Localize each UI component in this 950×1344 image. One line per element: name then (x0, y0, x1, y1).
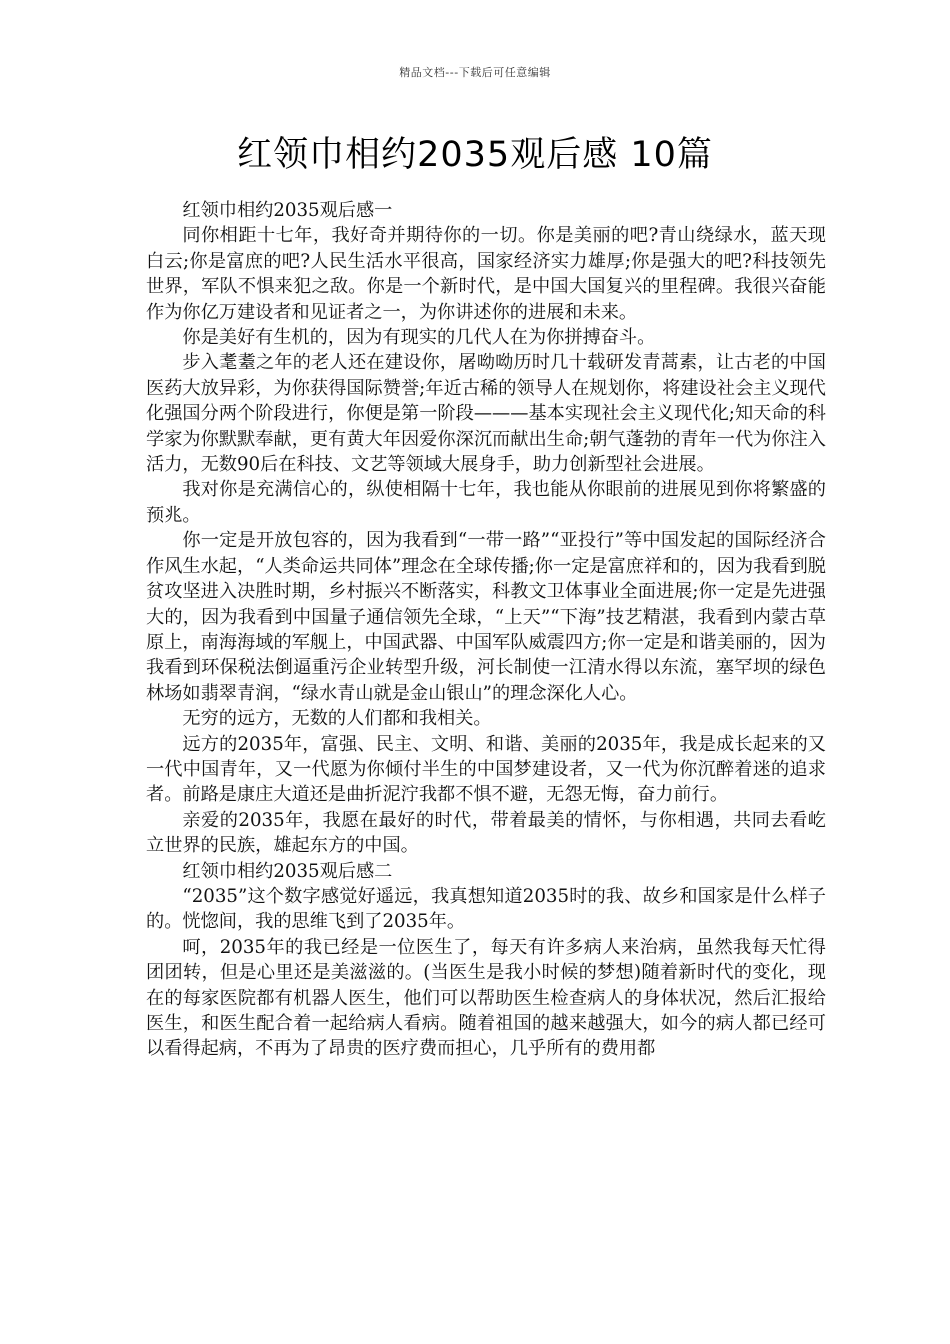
paragraph: 亲爱的2035年，我愿在最好的时代，带着最美的情怀，与你相遇，共同去看屹立世界的民族，雄起东方的中国。 (146, 809, 826, 857)
paragraph: 你是美好有生机的，因为有现实的几代人在为你拼搏奋斗。 (182, 327, 656, 349)
paragraph: 呵，2035年的我已经是一位医生了，每天有许多病人来治病，虽然我每天忙得团团转，但是心里还是美滋滋的。(当医生是我小时候的梦想)随着新时代的变化，现在的每家医院都有机器人医生，他们可以帮助医生检查病人的身体状况，然后汇报给医生，和医生配合着一起给病人看病。随着祖国的越来越强大，如今的病人都已经可以看得起病，不再为了昂贵的医疗费而担心，几乎所有的费用都 (146, 936, 826, 1060)
paragraph: 步入耄耋之年的老人还在建设你，屠呦呦历时几十载研发青蒿素，让古老的中国医药大放异彩，为你获得国际赞誉;年近古稀的领导人在规划你，将建设社会主义现代化强国分两个阶段进行，你便是第一阶段———基本实现社会主义现代化;知天命的科学家为你默默奉献，更有黄大年因爱你深沉而献出生命;朝气蓬勃的青年一代为你注入活力，无数90后在科技、文艺等领域大展身手，助力创新型社会进展。 (146, 352, 826, 476)
document-body (146, 198, 826, 1062)
paragraph: 无穷的远方，无数的人们都和我相关。 (182, 708, 492, 730)
paragraph: 你一定是开放包容的，因为我看到“一带一路”“亚投行”等中国发起的国际经济合作风生水起，“人类命运共同体”理念在全球传播;你一定是富庶祥和的，因为我看到脱贫攻坚进入决胜时期，乡村振兴不断落实，科教文卫体事业全面进展;你一定是先进强大的，因为我看到中国量子通信领先全球，“上天”“下海”技艺精湛，我看到内蒙古草原上，南海海域的军舰上，中国武器、中国军队威震四方;你一定是和谐美丽的，因为我看到环保税法倒逼重污企业转型升级，河长制使一江清水得以东流，塞罕坝的绿色林场如翡翠青润，“绿水青山就是金山银山”的理念深化人心。 (146, 530, 826, 704)
subheading-part-one: 红领巾相约2035观后感一 (182, 200, 393, 221)
subheading-part-two: 红领巾相约2035观后感二 (182, 860, 393, 882)
paragraph: “2035”这个数字感觉好遥远，我真想知道2035时的我、故乡和国家是什么样子的。恍惚间，我的思维飞到了2035年。 (146, 885, 826, 933)
paragraph: 远方的2035年，富强、民主、文明、和谐、美丽的2035年，我是成长起来的又一代中国青年，又一代愿为你倾付半生的中国梦建设者，又一代为你沉醉着迷的追求者。前路是康庄大道还是曲折泥泞我都不惧不避，无怨无悔，奋力前行。 (146, 733, 826, 806)
paragraph: 同你相距十七年，我好奇并期待你的一切。你是美丽的吧?青山绕绿水，蓝天现白云;你是富庶的吧?人民生活水平很高，国家经济实力雄厚;你是强大的吧?科技领先世界，军队不惧来犯之敌。你是一个新时代，是中国大国复兴的里程碑。我很兴奋能作为你亿万建设者和见证者之一，为你讲述你的进展和未来。 (146, 225, 826, 323)
document-title: 红领巾相约2035观后感 10篇 (237, 135, 713, 175)
paragraph: 我对你是充满信心的，纵使相隔十七年，我也能从你眼前的进展见到你将繁盛的预兆。 (146, 479, 826, 526)
header-note: 精品文档---下载后可任意编辑 (399, 66, 551, 79)
